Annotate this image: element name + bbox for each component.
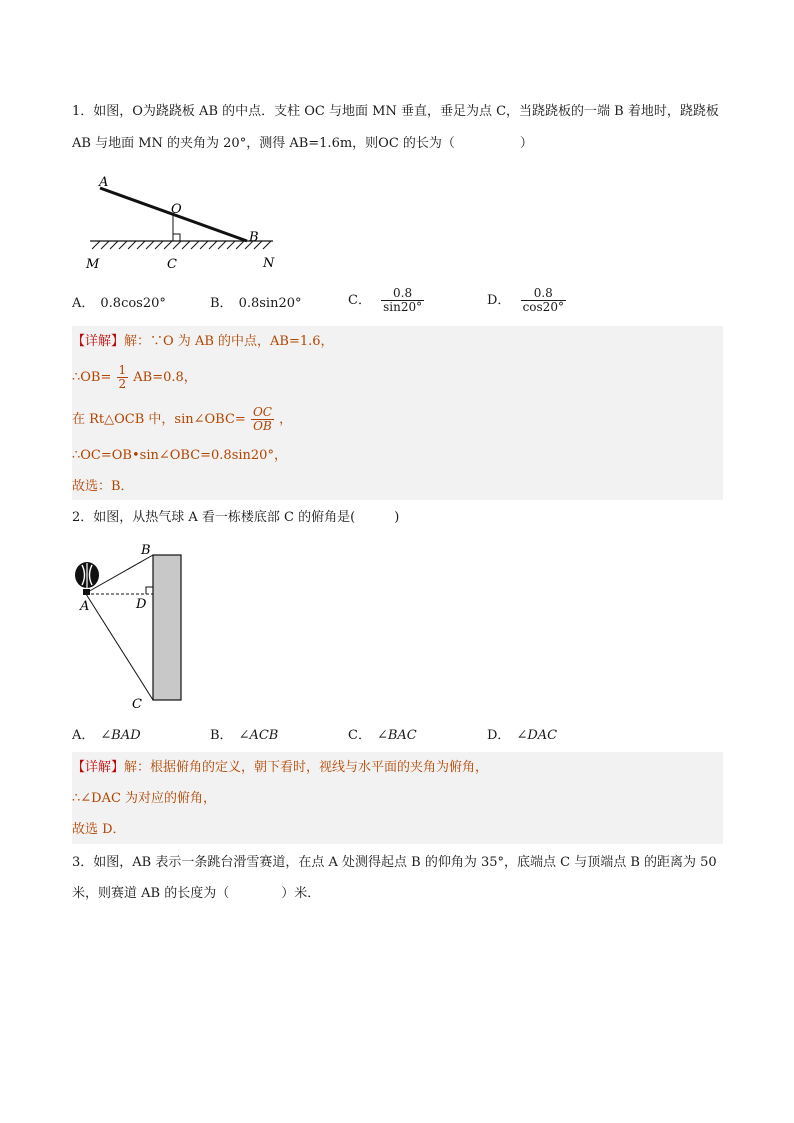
label-n: N xyxy=(263,256,275,271)
fraction-numerator: OC xyxy=(252,405,272,419)
q1-option-c[interactable] xyxy=(348,287,425,314)
solution-text: 在 Rt△OCB 中，sin∠OBC= xyxy=(72,412,246,427)
option-value: ∠DAC xyxy=(516,728,558,743)
solution-fraction xyxy=(117,364,129,391)
option-value: 0.8sin20° xyxy=(238,296,302,311)
solution-text: 解：∵O 为 AB 的中点，AB=1.6， xyxy=(124,334,334,349)
label-b: B xyxy=(141,543,151,558)
fraction-numerator: 0.8 xyxy=(393,286,413,300)
option-letter: D． xyxy=(487,728,511,743)
q1-solution-box xyxy=(72,326,723,500)
solution-fraction xyxy=(251,406,274,433)
hot-air-balloon-icon xyxy=(75,562,99,595)
q2-solution-line2: ∴∠DAC 为对应的俯角， xyxy=(72,791,217,806)
q2-option-a[interactable] xyxy=(72,726,141,746)
q3-text-line2: 米，则赛道 AB 的长度为（ ）米． xyxy=(72,886,321,901)
q2-option-c[interactable] xyxy=(348,726,417,746)
option-letter: B． xyxy=(210,728,233,743)
option-value: ∠BAD xyxy=(100,728,141,743)
option-fraction xyxy=(521,287,566,314)
q1-solution-line3 xyxy=(72,406,292,433)
option-value: ∠ACB xyxy=(238,728,279,743)
solution-text: ， xyxy=(279,412,293,427)
q2-solution-box xyxy=(72,752,723,844)
solution-text: ∴OB= xyxy=(72,370,112,385)
q1-solution-line1 xyxy=(72,332,334,352)
q1-solution-line5: 故选：B． xyxy=(72,479,134,494)
fraction-numerator: 0.8 xyxy=(533,286,553,300)
label-m: M xyxy=(86,257,100,272)
right-angle-mark xyxy=(173,234,180,241)
q1-option-d[interactable] xyxy=(487,287,567,314)
label-b: B xyxy=(249,230,259,245)
solution-tag: 【详解】 xyxy=(72,334,125,349)
option-value: ∠BAC xyxy=(376,728,417,743)
label-o: O xyxy=(171,202,182,217)
option-letter: A． xyxy=(72,728,95,743)
right-angle-mark xyxy=(146,587,153,594)
option-letter: C． xyxy=(348,728,371,743)
label-c: C xyxy=(132,697,142,712)
option-letter: C． xyxy=(348,293,371,308)
q1-solution-line4: ∴OC=OB•sin∠OBC=0.8sin20°， xyxy=(72,448,287,463)
fraction-numerator: 1 xyxy=(118,363,127,377)
q1-text-line2: AB 与地面 MN 的夹角为 20°，测得 AB=1.6m，则OC 的长为（ ） xyxy=(72,136,533,151)
fraction-denominator: OB xyxy=(253,419,272,433)
fraction-denominator: 2 xyxy=(118,377,127,391)
option-letter: B． xyxy=(210,296,233,311)
label-d: D xyxy=(136,597,147,612)
q2-text-line1: 2．如图，从热气球 A 看一栋楼底部 C 的俯角是( ) xyxy=(72,510,400,525)
label-a: A xyxy=(99,175,109,190)
q1-option-a[interactable] xyxy=(72,294,166,314)
q1-text-line1: 1．如图，O为跷跷板 AB 的中点．支柱 OC 与地面 MN 垂直，垂足为点 C，当跷跷板的一端 B 着地时，跷跷板 xyxy=(72,104,719,119)
q2-solution-line1 xyxy=(72,758,488,778)
building xyxy=(153,555,181,700)
label-c: C xyxy=(167,257,177,272)
option-value: 0.8cos20° xyxy=(100,296,166,311)
q2-option-d[interactable] xyxy=(487,726,557,746)
q1-seesaw-figure xyxy=(80,170,280,276)
q1-option-b[interactable] xyxy=(210,294,301,314)
option-letter: D． xyxy=(487,293,511,308)
solution-text: AB=0.8， xyxy=(133,370,197,385)
q3-text-line1: 3．如图，AB 表示一条跳台滑雪赛道，在点 A 处测得起点 B 的仰角为 35°，底端点 C 与顶端点 B 的距离为 50 xyxy=(72,855,717,870)
q2-option-b[interactable] xyxy=(210,726,278,746)
q2-solution-line3: 故选 D． xyxy=(72,822,126,837)
solution-tag: 【详解】 xyxy=(72,760,125,775)
label-a: A xyxy=(80,599,90,614)
q1-solution-line2 xyxy=(72,364,197,391)
ground-hatching xyxy=(92,241,271,249)
option-fraction xyxy=(381,287,424,314)
solution-text: 解：根据俯角的定义，朝下看时，视线与水平面的夹角为俯角， xyxy=(124,760,489,775)
option-letter: A． xyxy=(72,296,95,311)
q2-balloon-figure xyxy=(68,538,198,716)
fraction-denominator: sin20° xyxy=(383,300,423,314)
fraction-denominator: cos20° xyxy=(522,300,564,314)
